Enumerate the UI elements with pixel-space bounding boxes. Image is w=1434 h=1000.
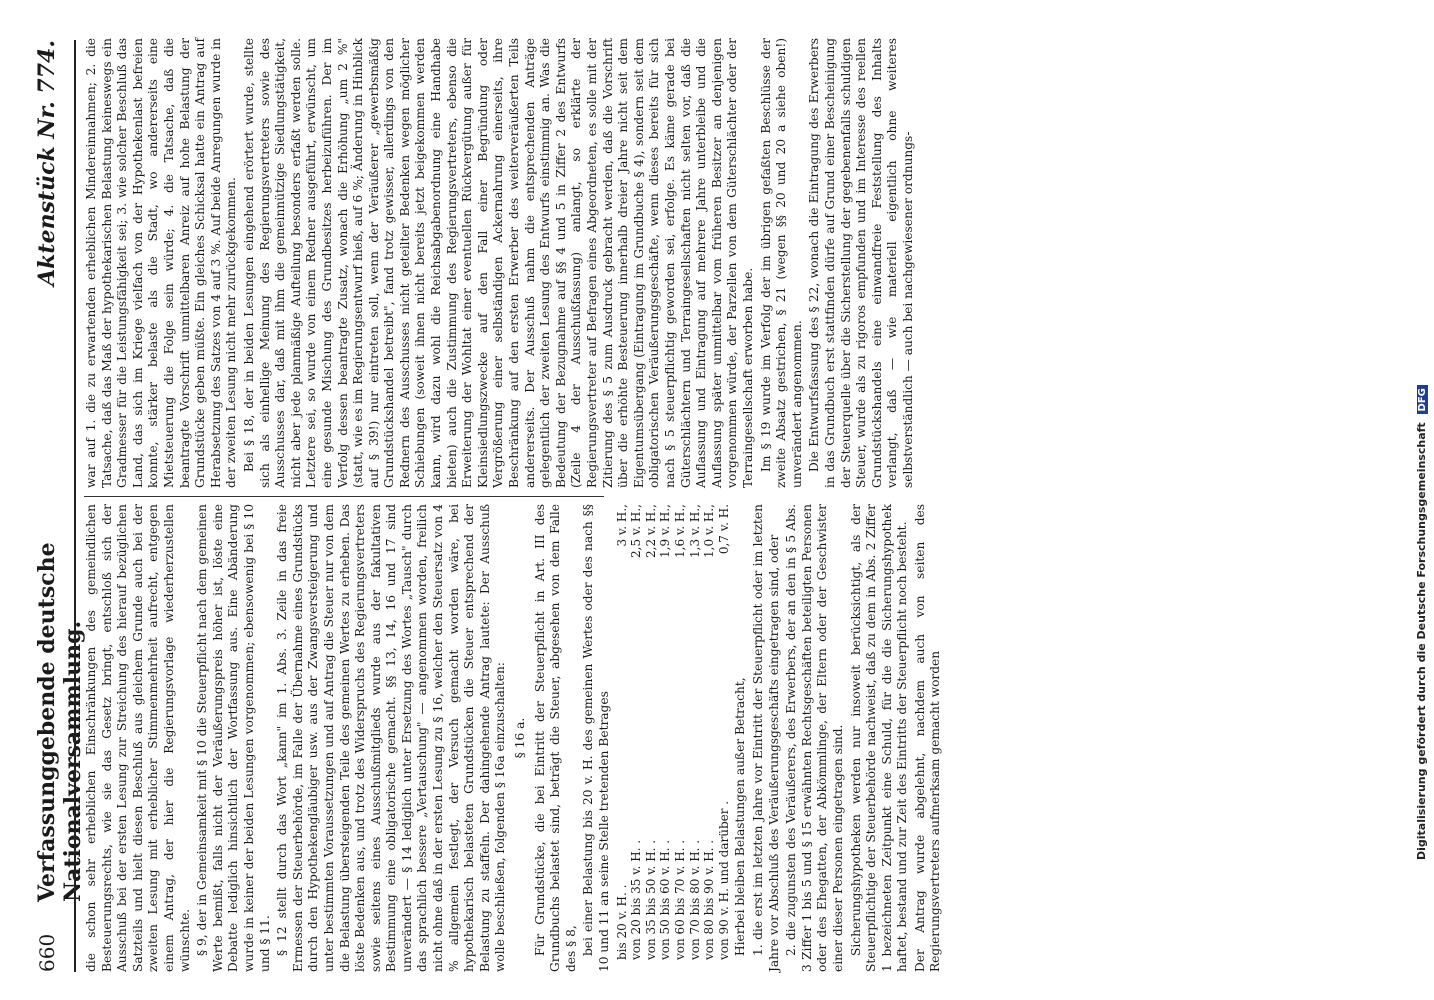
rate-range: von 35 bis 50 v. H. .: [643, 839, 658, 960]
rate-value: 2,5 v. H.,: [629, 504, 644, 558]
rate-table: [615, 504, 732, 972]
digitization-note-text: Digitalisierung gefördert durch die Deutsche Forschungsgemeinschaft: [1415, 422, 1428, 860]
rate-row: [615, 504, 630, 972]
rate-value: 2,2 v. H.,: [643, 504, 658, 558]
rate-range: von 70 bis 80 v. H. .: [687, 839, 702, 960]
rate-value: 0,7 v. H.: [716, 504, 731, 555]
rate-range: von 80 bis 90 v. H. .: [702, 839, 717, 960]
page-header: [34, 40, 86, 972]
rate-range: bis 20 v. H. .: [614, 884, 629, 960]
rate-value: 1,3 v. H.,: [687, 504, 702, 558]
left-paragraph-4: Für Grundstücke, die bei Eintritt der Steuerpflicht in Art. III des Grundbuchs belastet sind, beträgt die Steuer, abgesehen von dem Falle des § 8,: [532, 504, 578, 972]
right-paragraph-1: war auf 1. die zu erwartenden erheblichen Mindereinnahmen; 2. die Tatsache, daß das Maß der hypothekarischen Belastung keineswegs ein Gradmesser für die Leistungsfähigkeit sei; 3. wie solcher Beschluß das Land, das sich im Kriege vielfach von der Hypothekenlast befreien konnte, stärker belaste als die Stadt, wo andererseits eine Mietsteuerung die Folge sein würde; 4. die Tatsache, daß die beantragte Vorschrift unmittelbaren Anreiz auf hohe Belastung der Grundstücke geben müßte. Ein gleiches Schicksal hatte ein Antrag auf Herabsetzung des Satzes von 4 auf 3 %. Auf beide Anregungen wurde in der zweiten Lesung nicht mehr zurückgekommen.: [84, 38, 239, 488]
list-item-2: 2. die zugunsten des Veräußerers, des Erwerbers, der an den in § 5 Abs. 3 Ziffer 1 bis 5 und § 15 erwähnten Rechtsgeschäften beteiligten Personen oder des Ehegatten, der Abkömmlinge, der Eltern oder der Geschwister einer dieser Personen eingetragen sind.: [784, 504, 845, 972]
rate-value: 1,6 v. H.,: [672, 504, 687, 558]
rate-row: [644, 504, 659, 972]
header-title: Verfassunggebende deutsche Nationalversammlung.: [34, 542, 86, 902]
rate-range: von 60 bis 70 v. H. .: [672, 839, 687, 960]
list-item-1: 1. die erst im letzten Jahre vor Eintritt der Steuerpflicht oder im letzten Jahre vor Abschluß des Veräußerungsgeschäfts eingetragen sind, oder: [750, 504, 781, 972]
page-number: 660: [35, 933, 59, 972]
rate-range: von 50 bis 60 v. H. .: [658, 839, 673, 960]
digitization-note: [1415, 10, 1431, 860]
left-paragraph-8: Der Antrag wurde abgelehnt, nachdem auch von seiten des Regierungsvertreters aufmerksam gemacht worden: [912, 504, 943, 972]
section-heading-16a: § 16 a.: [513, 717, 528, 759]
left-paragraph-7: Sicherungshypotheken werden nur insoweit berücksichtigt, als der Steuerpflichtige der Steuerbehörde nachweist, daß zu dem in Abs. 2 Ziffer 1 bezeichneten Zeitpunkt eine Schuld, für die die Sicherungshypothek haftet, bestand und zur Zeit des Eintritts der Steuerpflicht noch besteht.: [848, 504, 910, 972]
left-paragraph-5: bei einer Belastung bis 20 v. H. des gemeinen Wertes oder des nach §§ 10 und 11 an seine Stelle tretenden Betrages: [581, 504, 611, 972]
rate-range: von 90 v. H. und darüber .: [716, 800, 731, 960]
document-reference: Aktenstück Nr. 774.: [34, 40, 60, 286]
rate-row: [629, 504, 644, 972]
rate-value: 1,9 v. H.,: [658, 504, 673, 558]
dfg-logo: DFG: [1417, 385, 1428, 414]
right-paragraph-4: Die Entwurfsfassung des § 22, wonach die Eintragung des Erwerbers in das Grundbuch erst stattfinden dürfe auf Grund einer Bescheinigung der Steuerquelle über die Sicherstellung der gegebenenfalls schuldigen Steuer, wurde als zu rigoros empfunden und im Interesse des reellen Grundstückshandels eine einwandfreie Feststellung des Inhalts verlangt, daß — wie materiell eigentlich ohne weiteres selbstverständlich — auch bei nachgewiesener ordnungs-: [807, 38, 915, 488]
column-divider: [84, 496, 604, 497]
right-paragraph-3: Im § 19 wurde im Verfolg der im übrigen gefaßten Beschlüsse der zweite Absatz gestrichen, § 21 (wegen §§ 20 und 20 a siehe oben!) unverändert angenommen.: [758, 38, 804, 488]
left-column: [84, 504, 943, 972]
rate-row: [673, 504, 688, 972]
rate-value: 3 v. H.,: [614, 504, 629, 547]
rate-row: [688, 504, 703, 972]
rate-row: [717, 504, 732, 972]
rate-row: [702, 504, 717, 972]
header-rule: [74, 40, 76, 972]
left-paragraph-2: § 9, der in Gemeinsamkeit mit § 10 die Steuerpflicht nach dem gemeinen Werte bemißt, falls nicht der Veräußerungspreis höher ist, löste eine Debatte lediglich hinsichtlich der Wortfassung aus. Eine Abänderung wurde in keiner der beiden Lesungen vorgenommen; ebensowenig bei § 10 und § 11.: [195, 504, 272, 972]
right-paragraph-2: Bei § 18, der in beiden Lesungen eingehend erörtert wurde, stellte sich als einhellige Meinung des Regierungsvertreters sowie des Ausschusses dar, daß mit ihm die gemeinnützige Siedlungstätigkeit, nicht aber jede planmäßige Aufteilung besonders erfaßt werden solle. Letztere sei, so wurde von einem Redner ausgeführt, erwünscht, um eine gesunde Mischung des Grundbesitzes herbeizuführen. Der im Verfolg dessen beantragte Zusatz, wonach die Erhöhung „um 2 %" (statt, wie es im Regierungsentwurf hieß, auf 6 %; Änderung in Hinblick auf § 39!) nur eintreten soll, wenn der Veräußerer „gewerbsmäßig Grundstückshandel betreibt", fand trotz gewisser, allerdings von den Rednern des Ausschusses nicht geteilter Bedenken wegen möglicher Schiebungen (soweit ihnen nicht bereits jetzt beigekommen werden kann, wird dazu wohl die Reichsabgabenordnung eine Handhabe bieten) auch die Zustimmung des Regierungsvertreters, ebenso die Erweiterung der Wohltat einer eventuellen Rückvergütung außer für Kleinsiedlungszwecke auf den Fall einer Begründung oder Vergrößerung einer selbständigen Ackernahrung einerseits, ihre Beschränkung auf den ersten Erwerber des weiterveräußerten Teils andererseits. Der Ausschuß nahm die entsprechenden Anträge gelegentlich der zweiten Lesung des Entwurfs einstimmig an. Was die Bedeutung der Bezugnahme auf §§ 4 und 5 in Ziffer 2 des Entwurfs (Zeile 4 der Ausschußfassung) anlangt, so erklärte der Regierungsvertreter auf Befragen eines Abgeordneten, es solle mit der Zitierung des § 5 zum Ausdruck gebracht werden, daß die Vorschrift über die erhöhte Besteuerung innerhalb dreier Jahre nicht seit dem Eigentumsübergang (Eintragung im Grundbuche § 4), sondern seit dem obligatorischen Veräußerungsgeschäfte, wenn dieses bereits für sich nach § 5 steuerpflichtig geworden sei, erfolge. Es käme gerade bei Güterschlächtern und Terraingesellschaften nicht selten vor, daß die Auflassung und Eintragung auf mehrere Jahre unterbleibe und die Auflassung später unmittelbar vom früheren Besitzer an denjenigen vorgenommen würde, der Parzellen von dem Güterschlächter oder der Terraingesellschaft erworben habe.: [241, 38, 755, 488]
rate-value: 1,0 v. H.,: [702, 504, 717, 558]
left-paragraph-1: die schon sehr erheblichen Einschränkungen des gemeindlichen Besteuerungsrechts, wie sie das Gesetz bringt, entschloß sich der Ausschuß bei der ersten Lesung zur Streichung des hierauf bezüglichen Satzteils und hielt diesen Beschluß aus gleichem Grunde auch bei der zweiten Lesung mit erheblicher Stimmenmehrheit aufrecht, entgegen einem Antrag, der hier die Regierungsvorlage wiederherzustellen wünschte.: [84, 504, 192, 972]
rate-range: von 20 bis 35 v. H. .: [629, 839, 644, 960]
rate-row: [658, 504, 673, 972]
left-paragraph-3: § 12 stellt durch das Wort „kann" im 1. Abs. 3. Zeile in das freie Ermessen der Steuerbehörde, im Falle der Übernahme eines Grundstücks durch den Hypothekengläubiger usw. aus der Zwangsversteigerung und unter bestimmten Voraussetzungen und auf Antrag die Steuer nur von dem die Belastung übersteigenden Teile des gemeinen Wertes zu erheben. Das löste Bedenken aus, und trotz des Widerspruchs des Regierungsvertreters sowie seitens eines Ausschußmitglieds wurde aus der fakultativen Bestimmung eine obligatorische gemacht. §§ 13, 14, 16 und 17 sind unverändert — § 14 lediglich unter Ersetzung des Wortes „Tausch" durch das sprachlich bessere „Vertauschung" — angenommen worden, freilich nicht ohne daß in der ersten Lesung zu § 16, welcher den Steuersatz von 4 % allgemein festlegt, der Versuch gemacht worden wäre, bei hypothekarisch belasteten Grundstücken die Steuer entsprechend der Belastung zu staffeln. Der dahingehende Antrag lautete: Der Ausschuß wolle beschließen, folgenden § 16a einzuschalten:: [275, 504, 508, 972]
left-paragraph-6: Hierbei bleiben Belastungen außer Betracht,: [733, 677, 748, 956]
right-column: [84, 38, 915, 488]
